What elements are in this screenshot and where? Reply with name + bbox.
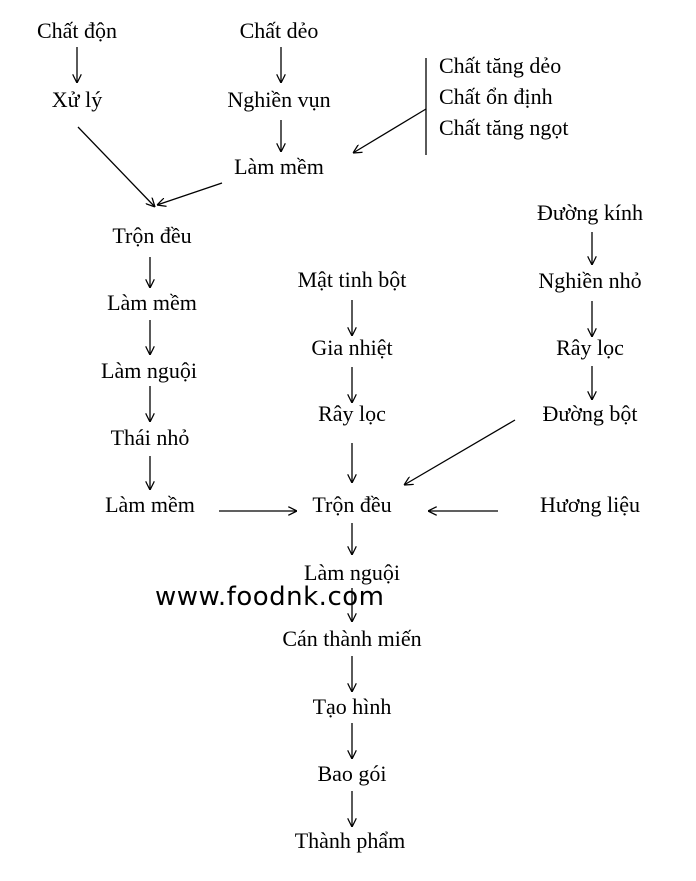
- arrow-duong-bot-to-tron-deu: [404, 420, 515, 485]
- arrow-xu-ly-to-tron-deu: [78, 127, 155, 207]
- node-lam-mem-2: Làm mềm: [107, 290, 197, 315]
- node-nghien-vun: Nghiền vụn: [227, 87, 331, 112]
- node-tron-deu-left: Trộn đều: [112, 223, 192, 248]
- node-ray-loc-mid: Rây lọc: [318, 401, 386, 426]
- node-tron-deu-center: Trộn đều: [312, 492, 392, 517]
- additive-item: Chất tăng ngọt: [439, 115, 569, 140]
- additives-group: [439, 53, 679, 146]
- node-lam-mem-top: Làm mềm: [234, 154, 324, 179]
- node-huong-lieu: Hương liệu: [540, 492, 640, 517]
- node-ray-loc-right: Rây lọc: [556, 335, 624, 360]
- additive-item: Chất tăng dẻo: [439, 53, 562, 78]
- node-thai-nho: Thái nhỏ: [110, 425, 190, 450]
- node-duong-kinh: Đường kính: [536, 200, 644, 225]
- arrow-additives-to-lam-mem: [353, 109, 426, 153]
- node-tao-hinh: Tạo hình: [312, 694, 392, 719]
- node-mat-tinh-bot: Mật tinh bột: [297, 267, 407, 292]
- additive-item: Chất ổn định: [439, 84, 553, 109]
- node-xu-ly: Xử lý: [51, 87, 103, 112]
- node-bao-goi: Bao gói: [317, 761, 387, 786]
- node-can-thanh-mien: Cán thành miến: [282, 626, 422, 651]
- node-thanh-pham: Thành phẩm: [294, 828, 406, 853]
- node-chat-don: Chất độn: [36, 18, 118, 43]
- node-lam-nguoi-left: Làm nguội: [101, 358, 197, 383]
- node-lam-nguoi-center: Làm nguội: [304, 560, 400, 585]
- node-duong-bot: Đường bột: [542, 401, 638, 426]
- arrow-lam-mem-to-tron-deu: [157, 183, 222, 205]
- watermark-text: www.foodnk.com: [155, 582, 385, 612]
- node-gia-nhiet: Gia nhiệt: [311, 335, 393, 360]
- node-lam-mem-3: Làm mềm: [105, 492, 195, 517]
- node-nghien-nho: Nghiền nhỏ: [538, 268, 642, 293]
- node-chat-deo: Chất dẻo: [239, 18, 319, 43]
